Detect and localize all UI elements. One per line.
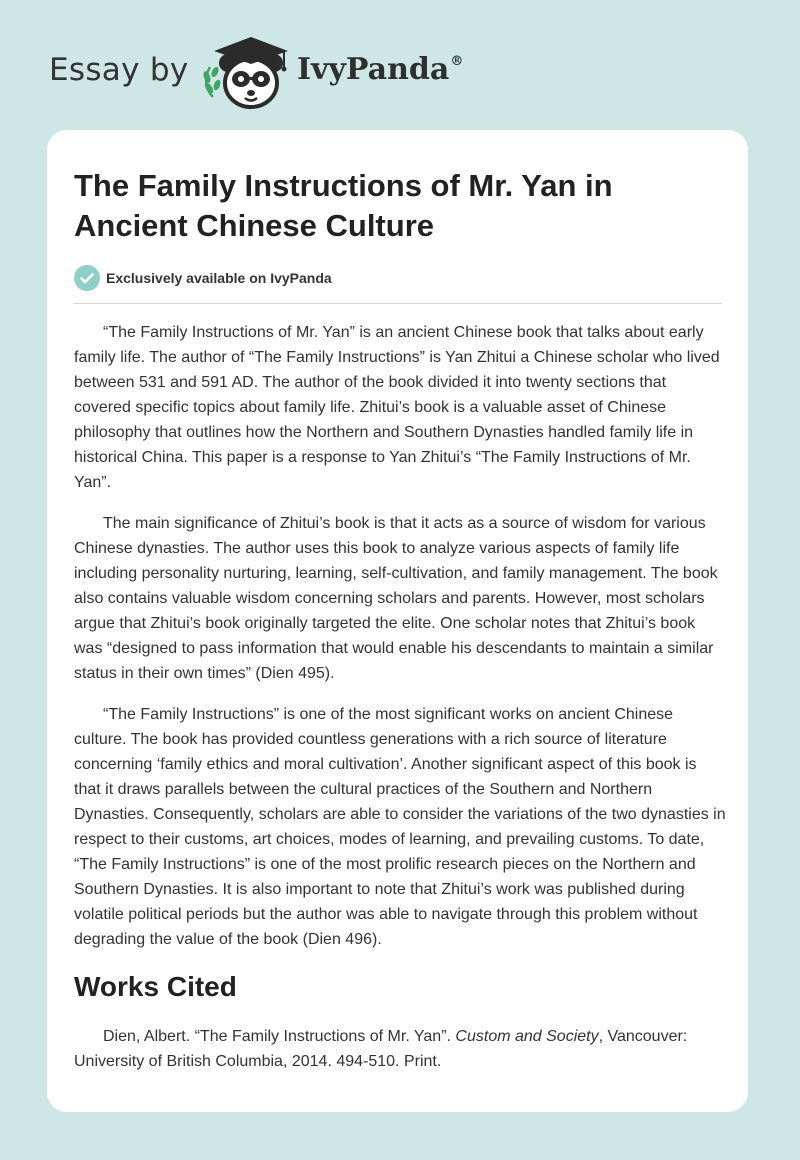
title-divider	[74, 303, 722, 304]
registered-mark: ®	[450, 54, 464, 69]
essay-paragraph-3: “The Family Instructions” is one of the most significant works on ancient Chinese culture. The book has provided countless generations with a rich source of literature concerning ‘family ethics and moral cultivation’. Another significant aspect of this book is that it draws parallels between the cultural practices of the Southern and Northern Dynasties. Consequently, scholars are able to consider the variations of the two dynasties in respect to their customs, art choices, modes of learning, and prevailing customs. To date, “The Family Instructions” is one of the most prolific research pieces on the Northern and Southern Dynasties. It is also important to note that Zhitui’s work was published during volatile political periods but the author was able to navigate through this problem without degrading the value of the book (Dien 496).	[74, 706, 726, 948]
citation-source-title: Custom and Society	[455, 1028, 599, 1045]
brand-name-text: IvyPanda	[297, 52, 450, 87]
essay-title: The Family Instructions of Mr. Yan in Ancient Chinese Culture	[74, 168, 613, 243]
citation-publication-details: , Vancouver: University of British Columbia, 2014. 494-510. Print.	[74, 1028, 688, 1070]
exclusive-badge-text: Exclusively available on IvyPanda	[106, 270, 332, 286]
exclusive-badge	[74, 265, 332, 291]
panda-graduation-cap-icon[interactable]	[200, 33, 296, 111]
essay-paragraph-2: The main significance of Zhitui’s book is that it acts as a source of wisdom for various Chinese dynasties. The author uses this book to analyze various aspects of family life including personality nurturing, learning, self-cultivation, and family management. The book also contains valuable wisdom concerning scholars and parents. However, most scholars argue that Zhitui’s book originally targeted the elite. One scholar notes that Zhitui’s book was “designed to pass information that would enable his descendants to maintain a similar status in their own times” (Dien 495).	[74, 515, 718, 682]
works-cited-heading: Works Cited	[74, 971, 237, 1002]
check-circle-icon	[74, 265, 100, 291]
essay-body	[74, 320, 726, 1074]
header-prefix: Essay by	[49, 52, 189, 88]
essay-paragraph-1: “The Family Instructions of Mr. Yan” is an ancient Chinese book that talks about early family life. The author of “The Family Instructions” is Yan Zhitui a Chinese scholar who lived between 531 and 591 AD. The author of the book divided it into twenty sections that covered specific topics about family life. Zhitui’s book is a valuable asset of Chinese philosophy that outlines how the Northern and Southern Dynasties handled family life in historical China. This paper is a response to Yan Zhitui’s “The Family Instructions of Mr. Yan”.	[74, 324, 720, 491]
citation-entry	[74, 1024, 726, 1074]
citation-author-title: Dien, Albert. “The Family Instructions of Mr. Yan”.	[103, 1028, 456, 1045]
site-header	[0, 0, 800, 130]
brand-name[interactable]	[297, 52, 463, 87]
essay-card	[47, 130, 748, 1112]
